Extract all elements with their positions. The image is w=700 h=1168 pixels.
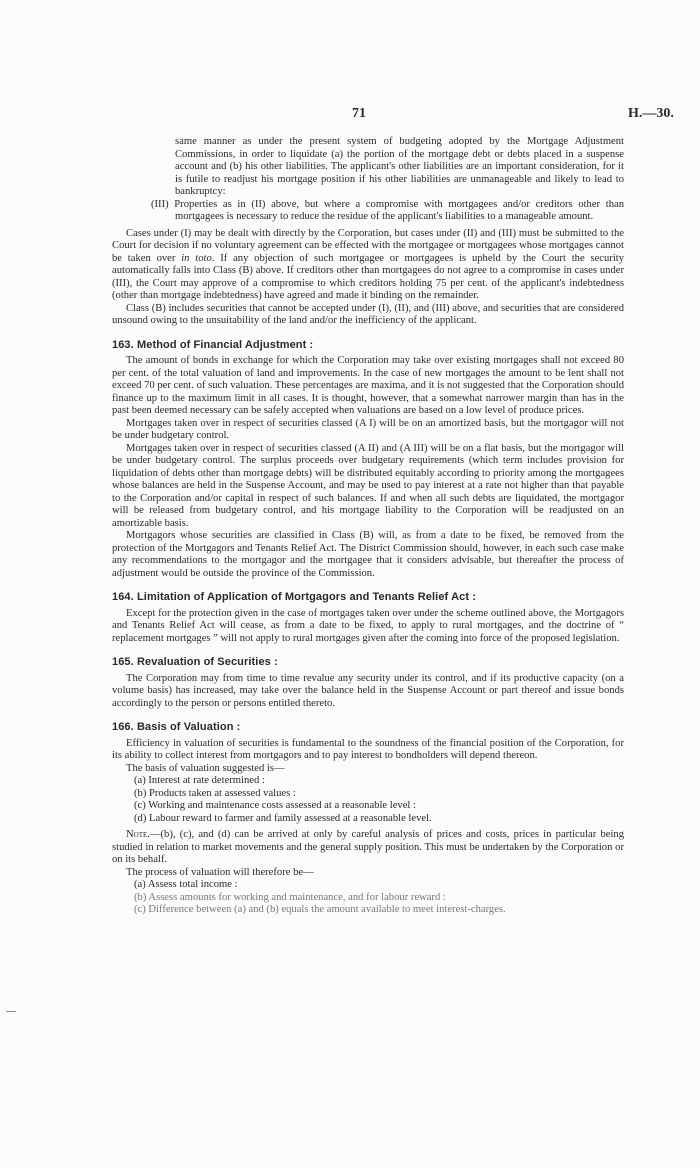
s166-paragraph-1: Efficiency in valuation of securities is fundamental to the soundness of the financial position of the Corporation, for its ability to collect interest from mortgagors and to pay interest to bondholders will depend thereon. [112,737,624,761]
s163-paragraph-1: The amount of bonds in exchange for which the Corporation may take over existing mortgages shall not exceed 80 per cent. of the total valuation of land and improvements. In the case of new mortgages the amount to be lent shall not exceed 70 per cent. of such valuation. These percentages are maxima, and it is not suggested that the Corporation should finance up to the maximum limit in all cases. It is thought, however, that a somewhat narrower margin than has in the past been deemed necessary can be safely accepted when valuations are based on a low level of produce prices. [112,355,624,416]
page-body [112,136,624,917]
s166-paragraph-2: The basis of valuation suggested is— [126,762,285,774]
process-item-c: (c) Difference between (a) and (b) equals the amount available to meet interest-charges. [134,904,506,915]
page-number: 71 [352,106,366,121]
section-165-heading: 165. Revaluation of Securities : [112,656,278,668]
s166-paragraph-3: The process of valuation will therefore be— [126,866,314,878]
s163-paragraph-4: Mortgagors whose securities are classified in Class (B) will, as from a date to be fixed, be removed from the protection of the Mortgagors and Tenants Relief Act. The District Commission should, however, in each such case make any recommendations to the mortgagor and the mortgagee that it considers advisable, but thereafter the process of adjustment would be outside the province of the Commission. [112,530,624,579]
margin-mark [6,1011,16,1012]
intro-paragraph-2: Class (B) includes securities that cannot be accepted under (I), (II), and (III) above, and securities that are considered unsound owing to the unsuitability of the land and/or the inefficiency of the applicant. [112,302,624,326]
section-164-heading: 164. Limitation of Application of Mortgagors and Tenants Relief Act : [112,591,477,603]
s163-paragraph-3: Mortgages taken over in respect of securities classed (A II) and (A III) will be on a flat basis, but the mortgagor will be under budgetary control. The surplus proceeds over budgetary requirements (which term includes provision for liquidation of debts other than mortgage debts) will be distributed equitably according to priority among the mortgagees whose balances are held in the Suspense Account, and may be used to pay interest at a rate not higher than that payable to the Corporation and/or capital in respect of such balances. If and when all such debts are liquidated, the mortgagor will be released from budgetary control, and his mortgage liability to the Corporation will be readjusted on an amortizable basis. [112,442,624,529]
valuation-item-d: (d) Labour reward to farmer and family assessed at a reasonable level. [134,812,432,824]
section-166-heading: 166. Basis of Valuation : [112,721,241,733]
s163-paragraph-2: Mortgages taken over in respect of securities classed (A I) will be on an amortized basis, but the mortgagor will not be under budgetary control. [112,417,624,441]
process-item-a: (a) Assess total income : [134,879,238,890]
s166-note: Note.—(b), (c), and (d) can be arrived at only by careful analysis of prices and costs, prices in particular being studied in relation to market movements and the general supply position. This must be undertaken by the Corporation or on its behalf. [112,829,624,865]
valuation-item-b: (b) Products taken at assessed values : [134,787,296,799]
intro-item-iii: (III) Properties as in (II) above, but where a compromise with mortgagees and/or creditors other than mortgagees is necessary to reduce the residue of the applicant's liabilities to a manageable amount. [151,198,624,222]
s164-paragraph-1: Except for the protection given in the case of mortgages taken over under the scheme outlined above, the Mortgagors and Tenants Relief Act will cease, as from a date to be fixed, to apply to rural mortgages, and the doctrine of “ replacement mortgages ” will not apply to rural mortgages given after the coming into force of the proposed legislation. [112,607,624,644]
process-item-b: (b) Assess amounts for working and maintenance, and for labour reward : [134,891,446,903]
section-163-heading: 163. Method of Financial Adjustment : [112,338,314,351]
document-reference: H.—30. [628,106,674,121]
s165-paragraph-1: The Corporation may from time to time revalue any security under its control, and if its productive capacity (on a volume basis) has increased, may take over the balance held in the Suspense Account or part thereof and issue bonds accordingly to the person or persons entitled thereto. [112,672,624,709]
valuation-item-c: (c) Working and maintenance costs assessed at a reasonable level : [134,800,416,811]
intro-continuation: same manner as under the present system of budgeting adopted by the Mortgage Adjustment Commissions, in order to liquidate (a) the portion of the mortgage debt or debts placed in a suspense account and (b) his other liabilities. The applicant's other liabilities are an important consideration, for it is futile to readjust his mortgage position if his other liabilities are unmanageable and likely to lead to bankruptcy: [175,136,624,197]
valuation-item-a: (a) Interest at rate determined : [134,775,265,786]
intro-paragraph-1: Cases under (I) may be dealt with directly by the Corporation, but cases under (II) and (III) must be submitted to the Court for decision if no voluntary agreement can be effected with the mortgagee or mortgagees whose mortgages cannot be taken over in toto. If any objection of such mortgagee or mortgagees is upheld by the Court the security automatically falls into Class (B) above. If creditors other than mortgagees do not agree to a compromise in cases under (III), the Court may approve of a compromise to which creditors holding 75 per cent. of the applicant's indebtedness (other than mortgage indebtedness) have agreed and made it binding on the remainder. [112,227,625,301]
